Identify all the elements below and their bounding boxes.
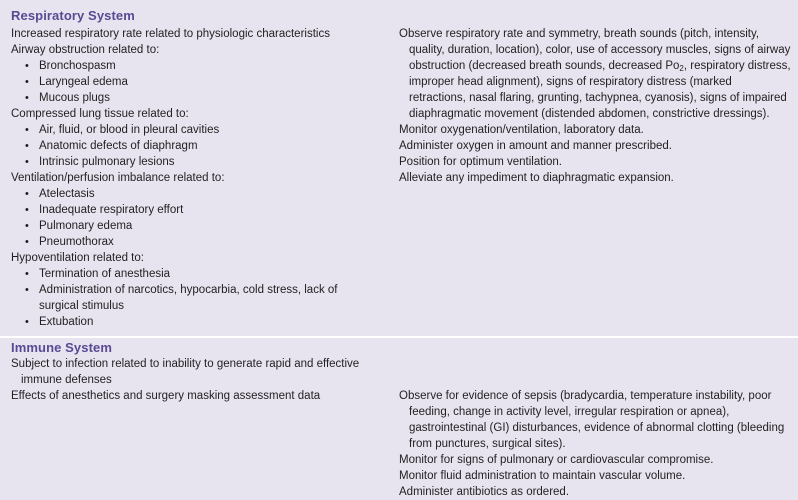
intervention-item: Alleviate any impediment to diaphragmatic expansion. — [399, 172, 674, 184]
problem-item: Hypoventilation related to: — [11, 252, 144, 264]
problems-column — [11, 356, 381, 404]
intervention-item: Monitor oxygenation/ventilation, laboratory data. — [399, 124, 644, 136]
intervention-item: Monitor for signs of pulmonary or cardiovascular compromise. — [399, 454, 714, 466]
bullet-item: • Laryngeal edema — [11, 74, 381, 90]
bullet-item: • Termination of anesthesia — [11, 266, 381, 282]
intervention-item: Position for optimum ventilation. — [399, 156, 562, 168]
bullet-item: • Atelectasis — [11, 186, 381, 202]
problem-item: Subject to infection related to inability to generate rapid and effective immune defenses — [11, 358, 360, 386]
problems-column — [11, 26, 381, 330]
bullet-item: • Pneumothorax — [11, 234, 381, 250]
intervention-item: Administer antibiotics as ordered. — [399, 486, 570, 498]
bullet-item: • Air, fluid, or blood in pleural cavities — [11, 122, 381, 138]
intervention-text-part: , respiratory distress, improper head alignment), signs of respiratory distress (marked retractions, nasal flaring, grunting, tachypnea, cyanosis), signs of impaired diaphragmatic movement (distended abdomen, constrictive dressings). — [409, 60, 791, 120]
problem-item: Increased respiratory rate related to physiologic characteristics — [11, 28, 330, 40]
intervention-item: Observe for evidence of sepsis (bradycardia, temperature instability, poor feeding, change in activity level, irregular respiration or apnea), gastrointestinal (GI) disturbances, evidence of abnormal clotting (bleeding from punctures, surgical sites). — [399, 390, 785, 450]
bullet-item: • Anatomic defects of diaphragm — [11, 138, 381, 154]
intervention-text-part: Observe respiratory rate and symmetry, breath sounds (pitch, intensity, quality, duration, location), color, use of accessory muscles, signs of airway obstruction (decreased breath sounds, decreased Po — [399, 28, 791, 72]
bullet-item: • Bronchospasm — [11, 58, 381, 74]
problem-item: Compressed lung tissue related to: — [11, 108, 189, 120]
section-heading: Immune System — [11, 340, 113, 355]
bullet-item: • Intrinsic pulmonary lesions — [11, 154, 381, 170]
bullet-item: • Extubation — [11, 314, 381, 330]
interventions-column — [399, 26, 791, 186]
section-heading: Respiratory System — [11, 8, 135, 23]
bullet-item: • Mucous plugs — [11, 90, 381, 106]
problem-item: Ventilation/perfusion imbalance related to: — [11, 172, 225, 184]
intervention-item — [399, 26, 791, 122]
bullet-item: • Inadequate respiratory effort — [11, 202, 381, 218]
bullet-item: • Pulmonary edema — [11, 218, 381, 234]
bullet-item: • Administration of narcotics, hypocarbia, cold stress, lack of surgical stimulus — [11, 282, 369, 314]
intervention-item: Administer oxygen in amount and manner prescribed. — [399, 140, 672, 152]
problem-item: Airway obstruction related to: — [11, 44, 160, 56]
subscript: 2 — [679, 64, 684, 73]
problem-item: Effects of anesthetics and surgery masking assessment data — [11, 390, 321, 402]
intervention-item: Monitor fluid administration to maintain vascular volume. — [399, 470, 686, 482]
interventions-column — [399, 388, 791, 500]
section-respiratory-system — [0, 4, 798, 334]
section-immune-system — [0, 336, 798, 498]
